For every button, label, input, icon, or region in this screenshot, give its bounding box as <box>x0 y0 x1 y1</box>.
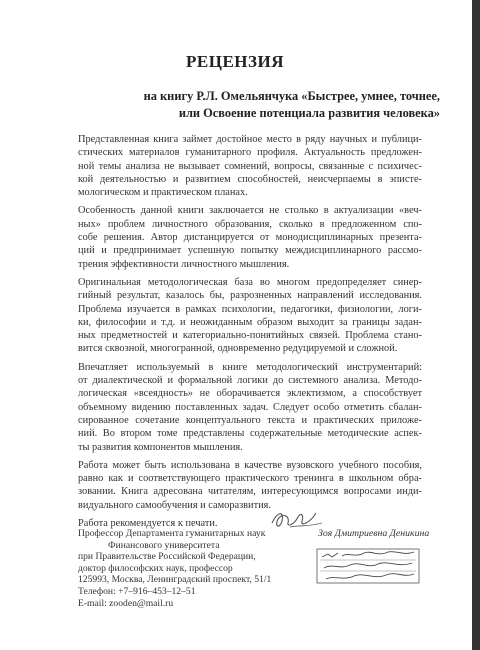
paragraph-5 <box>78 459 422 512</box>
subtitle-line: или Освоение потенциала развития человека» <box>178 106 440 120</box>
text-line: зовании. Книга адресована читателям, интересующимся вопросами инди- <box>78 486 422 498</box>
page-edge <box>472 0 480 650</box>
text-line: сированное сочетание концептуального текста и практических приложе- <box>78 414 422 426</box>
document-subtitle <box>78 88 440 122</box>
text-line: ных» проблем личностного образования, сколько в предложенном спо- <box>78 218 422 230</box>
text-line: Представленная книга займет достойное место в ряду научных и публици- <box>78 134 422 145</box>
text-line: Особенность данной книги заключается не столько в актуализации «веч- <box>78 205 422 217</box>
text-line: Оригинальная методологическая база во многом предопределяет синер- <box>78 276 422 288</box>
credential-line: при Правительстве Российской Федерации, <box>78 551 256 563</box>
paragraph-1 <box>78 133 422 199</box>
credential-line: Телефон: +7–916–453–12–51 <box>78 585 196 597</box>
text-line: собе решения. Автор дистанцируется от монодисциплинарных презента- <box>78 232 422 244</box>
text-line: Работа рекомендуется к печати. <box>78 518 218 530</box>
author-name: Зоя Дмитриевна Деникина <box>318 528 430 539</box>
text-line: мологическом и практическом планах. <box>78 187 248 199</box>
paragraph-4 <box>78 361 422 454</box>
text-line: равно как и соответствующего практического тренинга в школьном обра- <box>78 473 422 485</box>
text-line: трения эффективности личностного мышления. <box>78 258 290 270</box>
credential-line: E-mail: zooden@mail.ru <box>78 597 174 609</box>
text-line: ний. Во втором томе представлены содержательные методические аспек- <box>78 428 422 440</box>
review-body <box>78 133 422 535</box>
text-line: Впечатляет используемый в книге методологический инструментарий: <box>78 361 422 373</box>
certification-stamp <box>316 548 420 584</box>
author-credentials <box>78 528 318 609</box>
text-line: Работа может быть использована в качестве вузовского учебного пособия, <box>78 459 422 471</box>
text-line: ты развития компонентов мышления. <box>78 441 243 453</box>
paragraph-3 <box>78 276 422 356</box>
text-line: гийный результат, казалось бы, разрозненных направлений исследования. <box>78 290 422 302</box>
text-line: от диалектической и формальной логики до системного анализа. Методо- <box>78 375 422 387</box>
text-line: объемному видению поставленных задач. Следует особо отметить сбалан- <box>78 401 422 413</box>
text-line: ной темы анализа не вызывает сомнений, вопросы, связанные с психичес- <box>78 160 422 172</box>
text-line: кой деятельностью и развитием способностей, неисчерпаемы в эписте- <box>78 173 422 185</box>
text-line: стических материалов гуманитарного профиля. Актуальность предложен- <box>78 147 422 159</box>
text-line: Проблема изучается в рамках психологии, педагогики, физиологии, логи- <box>78 303 422 315</box>
document-title: РЕЦЕНЗИЯ <box>186 52 284 71</box>
text-line: логическая «всеядность» не оборачивается эклектизмом, а способствует <box>78 388 422 400</box>
credential-line: доктор философских наук, профессор <box>78 562 233 574</box>
paragraph-2 <box>78 204 422 270</box>
credential-line: Профессор Департамента гуманитарных наук <box>78 528 266 539</box>
text-line: ций и предпринимает успешную попытку междисциплинарного рассмо- <box>78 245 422 257</box>
credential-line: Финансового университета <box>108 539 220 551</box>
text-line: ки, философии и т.д. и неожиданным образом выходит за границы задан- <box>78 316 422 328</box>
subtitle-line: на книгу Р.Л. Омельянчука «Быстрее, умнее, точнее, <box>143 89 440 103</box>
text-line: ных предметностей и категориально-понятийных связей. Проблема стано- <box>78 330 422 342</box>
text-line: вится сквозной, многогранной, одновременно редуцируемой и сложной. <box>78 343 398 355</box>
credential-line: 125993, Москва, Ленинградский проспект, 51/1 <box>78 574 272 586</box>
text-line: видуального самообучения и саморазвития. <box>78 499 271 511</box>
